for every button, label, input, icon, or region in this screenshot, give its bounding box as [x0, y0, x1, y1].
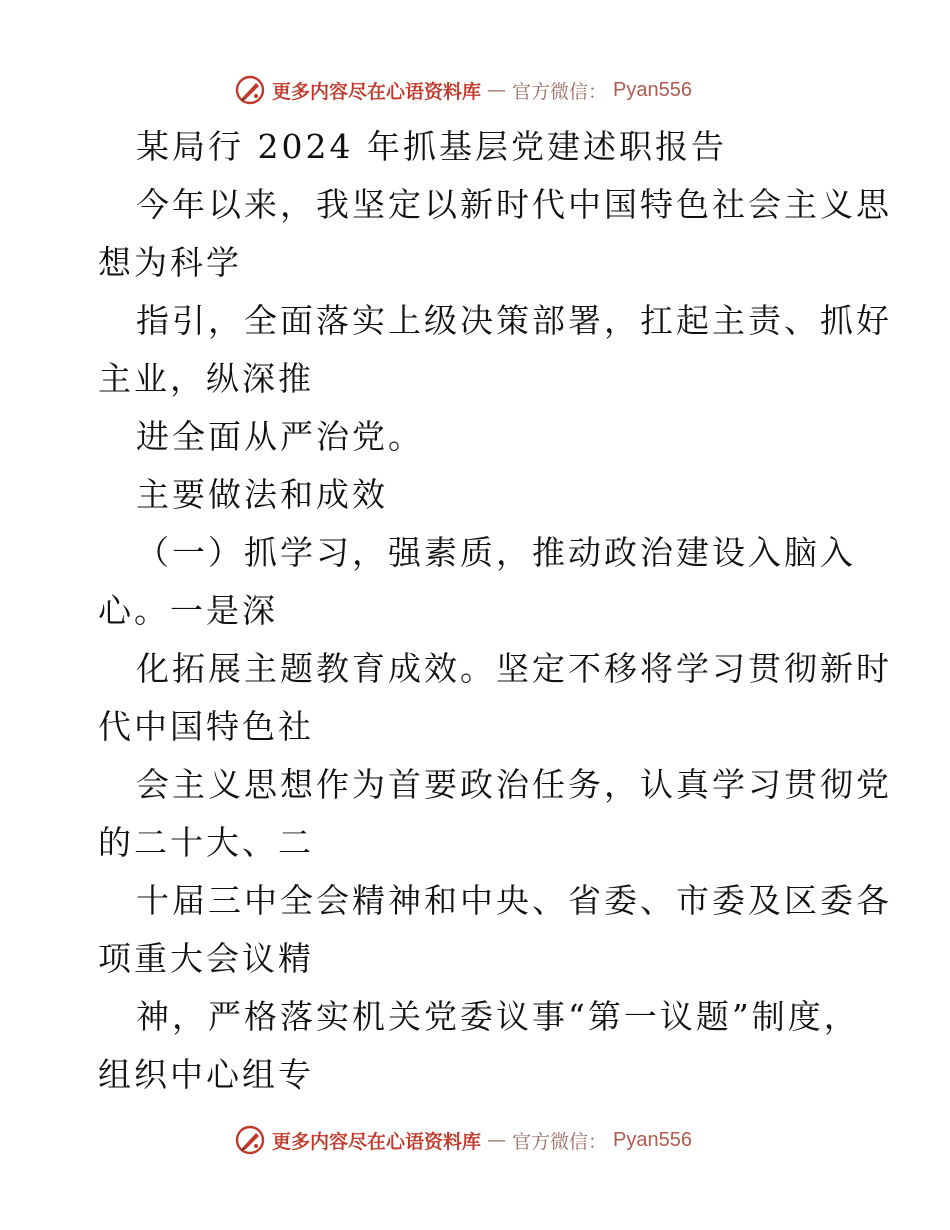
text-line-14: 项重大会议精	[98, 939, 314, 978]
text-line-12: 的二十大、二	[98, 823, 314, 862]
text-line-15: 神，严格落实机关党委议事“第一议题”制度，	[136, 997, 860, 1036]
watermark-separator: —	[487, 1129, 507, 1151]
pen-logo-icon	[234, 74, 266, 106]
watermark-header	[234, 73, 692, 107]
text-line-8: 心。一是深	[98, 591, 278, 630]
watermark-wechat-id: Pyan556	[613, 1128, 692, 1151]
pen-logo-icon	[234, 1124, 266, 1156]
text-line-9: 化拓展主题教育成效。坚定不移将学习贯彻新时	[136, 649, 892, 688]
text-line-7: （一）抓学习，强素质，推动政治建设入脑入	[136, 533, 856, 572]
document-title: 某局行 2024 年抓基层党建述职报告	[136, 127, 727, 166]
document-body	[98, 118, 892, 1104]
watermark-brand: 更多内容尽在心语资料库	[272, 1130, 482, 1153]
text-line-3: 指引，全面落实上级决策部署，扛起主责、抓好	[136, 301, 892, 340]
watermark-footer	[234, 1123, 692, 1157]
text-line-5: 进全面从严治党。	[136, 417, 424, 456]
watermark-wechat-label: 官方微信：	[512, 1130, 608, 1153]
watermark-wechat-id: Pyan556	[613, 78, 692, 101]
text-line-4: 主业，纵深推	[98, 359, 314, 398]
watermark-brand: 更多内容尽在心语资料库	[272, 80, 482, 103]
section-heading: 主要做法和成效	[136, 475, 388, 514]
text-line-10: 代中国特色社	[98, 707, 314, 746]
text-line-16: 组织中心组专	[98, 1055, 314, 1094]
text-line-1: 今年以来，我坚定以新时代中国特色社会主义思	[136, 185, 892, 224]
watermark-wechat-label: 官方微信：	[512, 80, 608, 103]
text-line-11: 会主义思想作为首要政治任务，认真学习贯彻党	[136, 765, 892, 804]
watermark-separator: —	[487, 79, 507, 101]
text-line-13: 十届三中全会精神和中央、省委、市委及区委各	[136, 881, 892, 920]
text-line-2: 想为科学	[98, 243, 242, 282]
